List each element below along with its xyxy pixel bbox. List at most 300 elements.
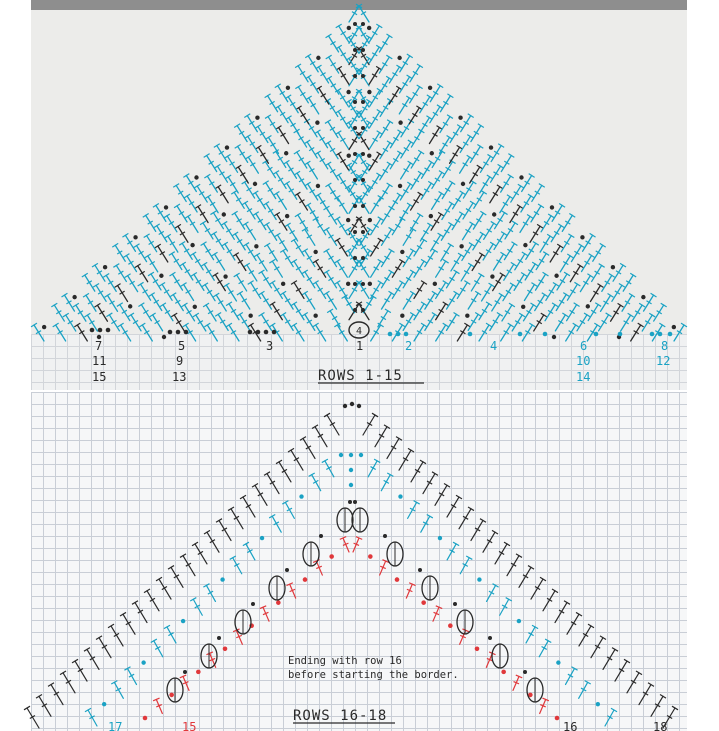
chain-dot <box>361 48 365 52</box>
stitch-mark <box>410 87 420 103</box>
stitch-mark <box>435 485 447 505</box>
stitch-mark <box>88 710 97 726</box>
stitch-mark <box>158 246 168 262</box>
chain-dot <box>225 145 229 149</box>
chain-dot <box>222 212 226 216</box>
chain-dot <box>346 218 350 222</box>
stitch-top <box>145 254 151 258</box>
stitch-mark <box>450 127 460 143</box>
chain-dot <box>388 332 393 337</box>
stitch-top <box>325 120 331 124</box>
stitch-top <box>527 215 533 219</box>
stitch-mark <box>531 579 543 599</box>
stitch-top <box>500 273 506 277</box>
chain-dot <box>361 204 365 208</box>
stitch-mark <box>390 132 400 148</box>
stitch-mark <box>602 275 612 291</box>
stitch-mark <box>294 325 304 341</box>
stitch-mark <box>531 206 541 222</box>
stitch-mark <box>208 197 218 213</box>
stitch-mark <box>329 36 339 52</box>
chain-dot <box>453 602 457 606</box>
stitch-mark <box>234 192 244 208</box>
stitch-mark <box>400 205 410 221</box>
stitch-mark <box>457 282 467 298</box>
stitch-mark <box>440 137 450 153</box>
chain-dot <box>353 282 357 286</box>
chart2-bottom-labels <box>108 720 667 731</box>
stitch-top <box>324 270 330 274</box>
stitch-top <box>376 24 382 28</box>
stitch-mark <box>420 225 430 241</box>
stitch-top <box>36 694 42 698</box>
chain-dot <box>521 305 525 309</box>
stitch-top <box>477 145 483 149</box>
stitch-mark <box>380 143 390 159</box>
chain-dot <box>223 274 227 278</box>
stitch-mark <box>381 475 390 491</box>
chain-dot <box>339 453 343 457</box>
stitch-mark <box>482 285 492 301</box>
stitch-mark <box>623 275 633 291</box>
row-label: 14 <box>576 370 591 384</box>
stitch-mark <box>111 626 123 646</box>
stitch-top <box>508 174 514 178</box>
stitch-mark <box>389 67 399 83</box>
stitch-mark <box>305 251 315 267</box>
chain-dot <box>184 330 189 335</box>
stitch-top <box>83 293 89 297</box>
stitch-top <box>539 184 545 188</box>
stitch-top <box>295 213 301 217</box>
chain-dot <box>361 282 365 286</box>
stitch-top <box>448 222 454 226</box>
chain-dot <box>361 230 365 234</box>
stitch-mark <box>167 627 176 643</box>
stitch-mark <box>329 57 339 73</box>
stitch-top <box>195 205 201 209</box>
stitch-mark <box>403 314 413 330</box>
stitch-mark <box>218 314 228 330</box>
stitch-mark <box>359 101 369 117</box>
stitch-mark <box>289 118 299 134</box>
stitch-top <box>522 252 528 256</box>
stitch-top <box>334 259 340 263</box>
stitch-top <box>243 222 249 226</box>
stitch-top <box>223 283 229 287</box>
stitch-mark <box>131 315 141 331</box>
stitch-mark <box>108 295 118 311</box>
stitch-top <box>313 323 319 327</box>
stitch-mark <box>196 315 206 331</box>
stitch-top <box>225 175 231 179</box>
stitch-mark <box>204 264 214 280</box>
stitch-top <box>112 243 118 247</box>
chain-dot <box>398 120 402 124</box>
stitch-top <box>410 313 416 317</box>
stitch-top <box>294 192 300 196</box>
stitch-mark <box>153 315 163 331</box>
chain-dot <box>190 243 194 247</box>
stitch-mark <box>283 314 293 330</box>
stitch-top <box>138 303 144 307</box>
stitch-top <box>259 313 265 317</box>
stitch-top <box>269 323 275 327</box>
stitch-mark <box>479 325 489 341</box>
stitch-top <box>120 612 126 616</box>
stitch-top <box>31 323 37 327</box>
stitch-top <box>421 302 427 306</box>
stitch-mark <box>217 166 227 182</box>
stitch-mark <box>339 47 349 63</box>
chain-dot <box>303 577 308 582</box>
chain-dot <box>433 282 437 286</box>
chain-dot <box>251 602 255 606</box>
stitch-mark <box>325 461 334 477</box>
chain-dot <box>319 534 323 538</box>
chart2-note-line2: before starting the border. <box>288 669 459 681</box>
stitch-top <box>242 201 248 205</box>
stitch-top <box>53 323 59 327</box>
stitch-mark <box>483 532 495 552</box>
stitch-top <box>408 140 414 144</box>
stitch-mark <box>414 304 424 320</box>
stitch-top <box>169 252 175 256</box>
stitch-mark <box>276 172 286 188</box>
stitch-mark <box>447 544 456 560</box>
stitch-top <box>559 204 565 208</box>
stitch-mark <box>592 265 602 281</box>
stitch-top <box>511 262 517 266</box>
chain-dot <box>477 577 481 581</box>
row-label: 11 <box>92 354 107 368</box>
stitch-mark <box>337 240 347 256</box>
stitch-top <box>420 460 426 464</box>
stitch-top <box>113 264 119 268</box>
stitch-top <box>264 222 270 226</box>
stitch-mark <box>305 229 315 245</box>
stitch-top <box>512 221 518 225</box>
chain-dot <box>329 554 334 559</box>
stitch-top <box>600 243 606 247</box>
chain-dot <box>176 330 181 335</box>
stitch-top <box>280 313 286 317</box>
stitch-mark <box>566 668 575 684</box>
stitch-top <box>304 140 310 144</box>
stitch-top <box>216 519 222 523</box>
stitch-mark <box>198 207 208 223</box>
stitch-top <box>519 313 525 317</box>
stitch-mark <box>521 196 531 212</box>
stitch-top <box>245 155 251 159</box>
stitch-mark <box>121 325 131 341</box>
stitch-top <box>315 193 321 197</box>
stitch-mark <box>360 187 370 203</box>
stitch-mark <box>555 315 565 331</box>
chain-dot <box>254 244 258 248</box>
stitch-mark <box>411 462 423 482</box>
chain-dot <box>519 175 523 179</box>
chain-dot <box>421 600 426 605</box>
stitch-top <box>280 249 286 253</box>
stitch-mark <box>148 256 158 272</box>
stitch-mark <box>299 108 309 124</box>
stitch-mark <box>226 285 236 301</box>
stitch-top <box>385 309 391 313</box>
stitch-mark <box>490 314 500 330</box>
chain-dot <box>128 304 132 308</box>
chain-dot <box>492 212 496 216</box>
stitch-mark <box>128 276 138 292</box>
stitch-mark <box>591 638 603 658</box>
chain-dot <box>353 500 357 504</box>
stitch-top <box>192 542 198 546</box>
stitch-top <box>304 161 310 165</box>
stitch-mark <box>369 47 379 63</box>
stitch-mark <box>195 544 207 564</box>
stitch-mark <box>359 6 369 22</box>
stitch-top <box>574 303 580 307</box>
chain-dot <box>248 314 252 318</box>
stitch-mark <box>447 272 457 288</box>
chain-dot <box>103 265 107 269</box>
stitch-mark <box>380 185 390 201</box>
stitch-top <box>302 249 308 253</box>
stitch-top <box>190 252 196 256</box>
stitch-mark <box>305 272 315 288</box>
stitch-mark <box>425 314 435 330</box>
stitch-mark <box>328 164 338 180</box>
stitch-top <box>529 323 535 327</box>
stitch-mark <box>567 614 579 634</box>
stitch-top <box>661 303 667 307</box>
chain-dot <box>348 500 352 504</box>
stitch-mark <box>463 203 473 219</box>
stitch-top <box>502 211 508 215</box>
stitch-mark <box>425 251 435 267</box>
stitch-top <box>305 54 311 58</box>
stitch-mark <box>187 196 197 212</box>
chain-dot <box>169 693 174 698</box>
stitch-mark <box>512 315 522 331</box>
stitch-top <box>125 274 131 278</box>
stitch-top <box>204 530 210 534</box>
stitch-mark <box>560 256 570 272</box>
chain-dot <box>395 577 400 582</box>
stitch-mark <box>487 585 496 601</box>
stitch-top <box>48 683 54 687</box>
stitch-mark <box>414 240 424 256</box>
stitch-mark <box>567 305 577 321</box>
chain-dot <box>490 274 494 278</box>
stitch-mark <box>479 304 489 320</box>
stitch-top <box>397 130 403 134</box>
stitch-mark <box>163 305 173 321</box>
stitch-top <box>439 191 445 195</box>
stitch-top <box>212 252 218 256</box>
stitch-mark <box>283 251 293 267</box>
stitch-top <box>468 114 474 118</box>
stitch-mark <box>328 185 338 201</box>
stitch-mark <box>432 172 442 188</box>
stitch-mark <box>452 214 462 230</box>
stitch-mark <box>567 284 577 300</box>
stitch-top <box>334 238 340 242</box>
stitch-top <box>460 191 466 195</box>
stitch-top <box>576 612 582 616</box>
chain-dot <box>299 494 303 498</box>
chain-dot <box>102 702 106 706</box>
stitch-mark <box>414 282 424 298</box>
stitch-mark <box>495 544 507 564</box>
stitch-top <box>507 195 513 199</box>
stitch-mark <box>267 474 279 494</box>
stitch-top <box>265 115 271 119</box>
chain-dot <box>458 115 462 119</box>
stitch-top <box>367 227 373 231</box>
stitch-mark <box>268 137 278 153</box>
stitch-mark <box>231 509 243 529</box>
stitch-top <box>313 259 319 263</box>
chain-dot <box>672 325 676 329</box>
stitch-top <box>265 136 271 140</box>
chain-dot <box>489 145 493 149</box>
stitch-mark <box>238 146 248 162</box>
stitch-top <box>636 671 642 675</box>
stitch-top <box>608 294 614 298</box>
stitch-top <box>528 194 534 198</box>
stitch-mark <box>590 286 600 302</box>
stitch-mark <box>316 261 326 277</box>
stitch-top <box>372 413 378 417</box>
stitch-mark <box>505 223 515 239</box>
stitch-top <box>305 182 311 186</box>
stitch-top <box>294 171 300 175</box>
stitch-mark <box>236 254 246 270</box>
stitch-top <box>205 195 211 199</box>
chain-dot <box>349 468 353 472</box>
stitch-top <box>259 291 265 295</box>
stitch-top <box>389 291 395 295</box>
row-label: 17 <box>108 720 123 731</box>
stitch-top <box>149 293 155 297</box>
stitch-mark <box>515 254 525 270</box>
stitch-mark <box>460 558 469 574</box>
stitch-mark <box>490 187 500 203</box>
stitch-top <box>96 636 102 640</box>
row-label: 3 <box>266 339 274 353</box>
stitch-top <box>457 125 463 129</box>
chain-dot <box>183 670 187 674</box>
stitch-mark <box>436 282 446 298</box>
stitch-top <box>160 303 166 307</box>
stitch-mark <box>470 167 480 183</box>
chain-dot <box>281 282 285 286</box>
stitch-mark <box>425 293 435 309</box>
stitch-top <box>253 212 259 216</box>
stitch-mark <box>432 193 442 209</box>
stitch-top <box>594 323 600 327</box>
stitch-top <box>396 437 402 441</box>
chain-dot <box>429 214 433 218</box>
stitch-mark <box>267 245 277 261</box>
stitch-mark <box>39 696 51 716</box>
stitch-top <box>210 211 216 215</box>
stitch-top <box>443 302 449 306</box>
stitch-top <box>487 175 493 179</box>
stitch-mark <box>429 128 439 144</box>
stitch-mark <box>539 641 548 657</box>
stitch-top <box>237 291 243 295</box>
stitch-top <box>584 313 590 317</box>
stitch-top <box>115 284 121 288</box>
stitch-top <box>443 281 449 285</box>
stitch-mark <box>421 516 430 532</box>
stitch-top <box>468 507 474 511</box>
stitch-top <box>171 313 177 317</box>
stitch-top <box>612 648 618 652</box>
row-label: 16 <box>563 720 578 731</box>
stitch-top <box>148 272 154 276</box>
chain-dot <box>368 554 373 559</box>
stitch-top <box>449 202 455 206</box>
stitch-mark <box>276 193 286 209</box>
chain-dot <box>594 332 599 337</box>
chart2-note-line1: Ending with row 16 <box>288 655 402 667</box>
stitch-mark <box>240 293 250 309</box>
stitch-mark <box>370 133 380 149</box>
stitch-top <box>447 136 453 140</box>
stitch-mark <box>76 305 86 321</box>
stitch-top <box>628 313 634 317</box>
stitch-top <box>467 135 473 139</box>
stitch-mark <box>399 450 411 470</box>
stitch-top <box>170 272 176 276</box>
stitch-top <box>232 232 238 236</box>
stitch-top <box>313 281 319 285</box>
stitch-top <box>214 144 220 148</box>
chain-dot <box>133 235 137 239</box>
stitch-top <box>410 249 416 253</box>
stitch-mark <box>379 36 389 52</box>
row-label: 15 <box>182 720 197 731</box>
stitch-mark <box>297 194 307 210</box>
stitch-mark <box>550 246 560 262</box>
stitch-mark <box>173 295 183 311</box>
stitch-mark <box>294 282 304 298</box>
stitch-top <box>660 694 666 698</box>
stitch-mark <box>566 325 576 341</box>
stitch-top <box>255 125 261 129</box>
stitch-mark <box>430 107 440 123</box>
stitch-mark <box>268 96 278 112</box>
chain-dot <box>398 494 402 498</box>
stitch-top <box>150 313 156 317</box>
stitch-top <box>291 323 297 327</box>
stitch-mark <box>207 156 217 172</box>
stitch-mark <box>96 285 106 301</box>
stitch-top <box>138 282 144 286</box>
stitch-mark <box>238 167 248 183</box>
stitch-mark <box>501 156 511 172</box>
stitch-mark <box>338 133 348 149</box>
stitch-top <box>201 242 207 246</box>
chart1-title: ROWS 1-15 <box>318 368 403 384</box>
stitch-top <box>240 495 246 499</box>
stitch-mark <box>500 197 510 213</box>
stitch-mark <box>370 111 380 127</box>
stitch-top <box>143 213 149 217</box>
